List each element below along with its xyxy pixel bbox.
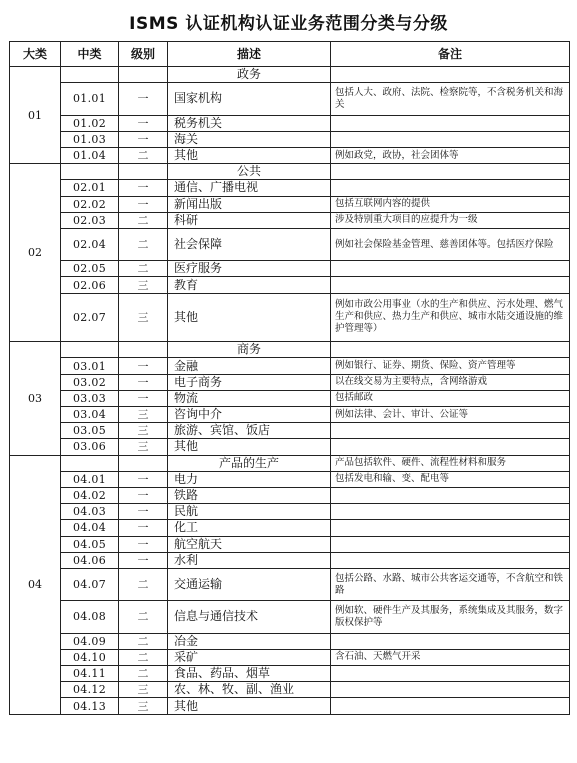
mid-category-code: 04.11	[61, 666, 119, 682]
mid-category-code: 03.04	[61, 407, 119, 423]
major-category-code: 02	[10, 164, 61, 342]
note-cell	[331, 552, 570, 568]
note-cell: 例如社会保险基金管理、慈善团体等。包括医疗保险	[331, 228, 570, 260]
major-category-code: 04	[10, 455, 61, 714]
level-cell: 一	[119, 487, 168, 503]
level-cell: 二	[119, 568, 168, 600]
note-cell	[331, 682, 570, 698]
description-cell: 金融	[168, 358, 331, 374]
level-cell: 三	[119, 682, 168, 698]
description-cell: 航空航天	[168, 536, 331, 552]
group-name: 政务	[168, 67, 331, 83]
description-cell: 水利	[168, 552, 331, 568]
level-cell: 一	[119, 536, 168, 552]
description-cell: 其他	[168, 698, 331, 714]
group-level-empty	[119, 455, 168, 471]
mid-category-code: 04.04	[61, 520, 119, 536]
level-cell: 一	[119, 520, 168, 536]
table-row	[10, 633, 570, 649]
level-cell: 三	[119, 277, 168, 293]
table-header-row	[10, 42, 570, 67]
level-cell: 二	[119, 601, 168, 633]
note-cell	[331, 439, 570, 455]
group-header-row	[10, 67, 570, 83]
note-cell	[331, 261, 570, 277]
description-cell: 科研	[168, 212, 331, 228]
level-cell: 一	[119, 180, 168, 196]
level-cell: 二	[119, 261, 168, 277]
page-title: ISMS 认证机构认证业务范围分类与分级	[129, 14, 448, 34]
level-cell: 二	[119, 228, 168, 260]
mid-category-code: 01.02	[61, 115, 119, 131]
level-cell: 二	[119, 649, 168, 665]
level-cell: 一	[119, 390, 168, 406]
level-cell: 三	[119, 423, 168, 439]
note-cell: 例如政党，政协，社会团体等	[331, 147, 570, 163]
level-cell: 一	[119, 552, 168, 568]
description-cell: 信息与通信技术	[168, 601, 331, 633]
description-cell: 其他	[168, 439, 331, 455]
level-cell: 三	[119, 439, 168, 455]
description-cell: 其他	[168, 293, 331, 342]
mid-category-code: 02.06	[61, 277, 119, 293]
group-name: 商务	[168, 342, 331, 358]
table-row	[10, 698, 570, 714]
group-mid-empty	[61, 67, 119, 83]
table-row	[10, 423, 570, 439]
mid-category-code: 04.02	[61, 487, 119, 503]
mid-category-code: 02.01	[61, 180, 119, 196]
group-header-row	[10, 164, 570, 180]
table-row	[10, 682, 570, 698]
description-cell: 税务机关	[168, 115, 331, 131]
mid-category-code: 03.03	[61, 390, 119, 406]
table-row	[10, 115, 570, 131]
group-note	[331, 342, 570, 358]
mid-category-code: 04.01	[61, 471, 119, 487]
note-cell: 例如市政公用事业（水的生产和供应、污水处理、燃气生产和供应、热力生产和供应、城市水陆交通设施的维护管理等）	[331, 293, 570, 342]
note-cell: 例如银行、证券、期货、保险、资产管理等	[331, 358, 570, 374]
table-row	[10, 439, 570, 455]
note-cell	[331, 633, 570, 649]
group-header-row	[10, 455, 570, 471]
mid-category-code: 02.04	[61, 228, 119, 260]
header-description: 描述	[168, 42, 331, 67]
description-cell: 物流	[168, 390, 331, 406]
mid-category-code: 04.13	[61, 698, 119, 714]
description-cell: 社会保障	[168, 228, 331, 260]
level-cell: 一	[119, 115, 168, 131]
level-cell: 二	[119, 212, 168, 228]
table-row	[10, 277, 570, 293]
table-row	[10, 212, 570, 228]
mid-category-code: 04.08	[61, 601, 119, 633]
note-cell	[331, 536, 570, 552]
table-row	[10, 261, 570, 277]
mid-category-code: 04.12	[61, 682, 119, 698]
mid-category-code: 01.03	[61, 131, 119, 147]
level-cell: 三	[119, 407, 168, 423]
classification-table	[9, 41, 570, 715]
description-cell: 医疗服务	[168, 261, 331, 277]
group-mid-empty	[61, 455, 119, 471]
note-cell: 含石油、天燃气开采	[331, 649, 570, 665]
note-cell: 以在线交易为主要特点，含网络游戏	[331, 374, 570, 390]
group-level-empty	[119, 67, 168, 83]
mid-category-code: 01.01	[61, 83, 119, 115]
note-cell	[331, 666, 570, 682]
table-row	[10, 180, 570, 196]
description-cell: 新闻出版	[168, 196, 331, 212]
note-cell	[331, 115, 570, 131]
mid-category-code: 03.01	[61, 358, 119, 374]
mid-category-code: 04.09	[61, 633, 119, 649]
mid-category-code: 04.05	[61, 536, 119, 552]
note-cell: 例如软、硬件生产及其服务，系统集成及其服务，数字版权保护等	[331, 601, 570, 633]
table-row	[10, 601, 570, 633]
mid-category-code: 04.10	[61, 649, 119, 665]
group-note	[331, 67, 570, 83]
mid-category-code: 03.02	[61, 374, 119, 390]
table-row	[10, 568, 570, 600]
description-cell: 民航	[168, 504, 331, 520]
table-row	[10, 358, 570, 374]
table-row	[10, 471, 570, 487]
mid-category-code: 01.04	[61, 147, 119, 163]
table-row	[10, 374, 570, 390]
description-cell: 其他	[168, 147, 331, 163]
note-cell: 包括邮政	[331, 390, 570, 406]
table-row	[10, 407, 570, 423]
group-mid-empty	[61, 164, 119, 180]
description-cell: 农、林、牧、副、渔业	[168, 682, 331, 698]
mid-category-code: 04.03	[61, 504, 119, 520]
description-cell: 电子商务	[168, 374, 331, 390]
description-cell: 咨询中介	[168, 407, 331, 423]
major-category-code: 01	[10, 67, 61, 164]
group-name: 公共	[168, 164, 331, 180]
table-row	[10, 504, 570, 520]
level-cell: 一	[119, 196, 168, 212]
note-cell	[331, 487, 570, 503]
description-cell: 冶金	[168, 633, 331, 649]
note-cell: 例如法律、会计、审计、公证等	[331, 407, 570, 423]
table-row	[10, 552, 570, 568]
note-cell	[331, 277, 570, 293]
table-row	[10, 487, 570, 503]
level-cell: 一	[119, 131, 168, 147]
level-cell: 一	[119, 358, 168, 374]
mid-category-code: 04.06	[61, 552, 119, 568]
table-row	[10, 131, 570, 147]
level-cell: 二	[119, 147, 168, 163]
group-level-empty	[119, 342, 168, 358]
level-cell: 一	[119, 374, 168, 390]
note-cell: 包括公路、水路、城市公共客运交通等，不含航空和铁路	[331, 568, 570, 600]
mid-category-code: 03.05	[61, 423, 119, 439]
mid-category-code: 02.02	[61, 196, 119, 212]
mid-category-code: 02.07	[61, 293, 119, 342]
description-cell: 教育	[168, 277, 331, 293]
mid-category-code: 02.03	[61, 212, 119, 228]
description-cell: 交通运输	[168, 568, 331, 600]
group-name: 产品的生产	[168, 455, 331, 471]
description-cell: 采矿	[168, 649, 331, 665]
major-category-code: 03	[10, 342, 61, 455]
description-cell: 旅游、宾馆、饭店	[168, 423, 331, 439]
note-cell	[331, 504, 570, 520]
table-row	[10, 83, 570, 115]
group-note: 产品包括软件、硬件、流程性材料和服务	[331, 455, 570, 471]
mid-category-code: 02.05	[61, 261, 119, 277]
table-row	[10, 666, 570, 682]
level-cell: 一	[119, 83, 168, 115]
note-cell: 包括发电和输、变、配电等	[331, 471, 570, 487]
table-row	[10, 536, 570, 552]
level-cell: 一	[119, 471, 168, 487]
group-mid-empty	[61, 342, 119, 358]
note-cell	[331, 180, 570, 196]
header-mid-category: 中类	[61, 42, 119, 67]
description-cell: 通信、广播电视	[168, 180, 331, 196]
table-row	[10, 228, 570, 260]
level-cell: 二	[119, 633, 168, 649]
table-row	[10, 293, 570, 342]
description-cell: 食品、药品、烟草	[168, 666, 331, 682]
note-cell: 包括人大、政府、法院、检察院等，不含税务机关和海关	[331, 83, 570, 115]
level-cell: 二	[119, 666, 168, 682]
description-cell: 海关	[168, 131, 331, 147]
note-cell: 包括互联网内容的提供	[331, 196, 570, 212]
mid-category-code: 03.06	[61, 439, 119, 455]
table-row	[10, 147, 570, 163]
description-cell: 化工	[168, 520, 331, 536]
mid-category-code: 04.07	[61, 568, 119, 600]
level-cell: 一	[119, 504, 168, 520]
level-cell: 三	[119, 698, 168, 714]
table-row	[10, 649, 570, 665]
table-row	[10, 196, 570, 212]
group-level-empty	[119, 164, 168, 180]
description-cell: 国家机构	[168, 83, 331, 115]
table-row	[10, 390, 570, 406]
header-notes: 备注	[331, 42, 570, 67]
description-cell: 铁路	[168, 487, 331, 503]
note-cell	[331, 131, 570, 147]
note-cell	[331, 520, 570, 536]
table-row	[10, 520, 570, 536]
header-level: 级别	[119, 42, 168, 67]
note-cell	[331, 698, 570, 714]
description-cell: 电力	[168, 471, 331, 487]
note-cell: 涉及特别重大项目的应提升为一级	[331, 212, 570, 228]
group-note	[331, 164, 570, 180]
note-cell	[331, 423, 570, 439]
group-header-row	[10, 342, 570, 358]
header-major-category: 大类	[10, 42, 61, 67]
table-body	[10, 67, 570, 715]
level-cell: 三	[119, 293, 168, 342]
